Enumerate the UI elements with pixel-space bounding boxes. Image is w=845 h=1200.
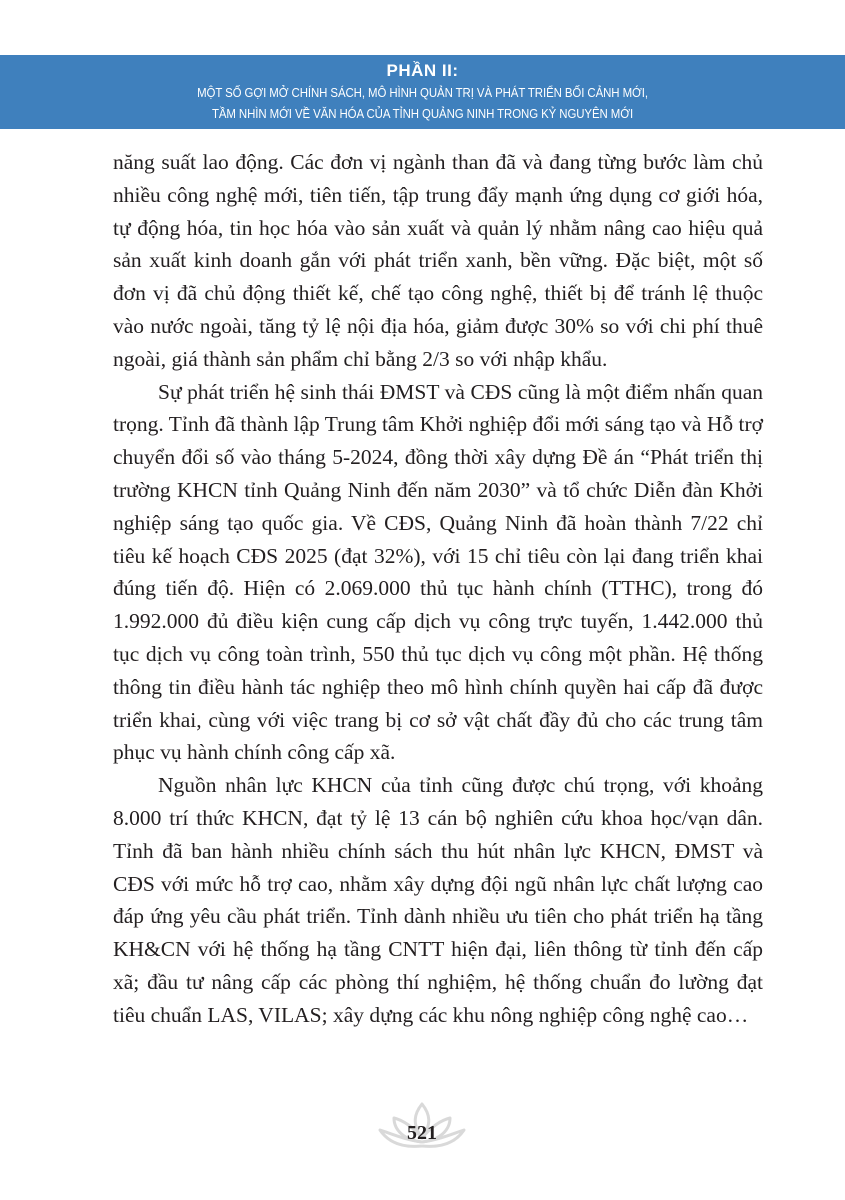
- page-footer: [372, 1100, 472, 1160]
- section-header-band: [0, 55, 845, 129]
- paragraph-1: năng suất lao động. Các đơn vị ngành than đã và đang từng bước làm chủ nhiều công nghệ mới, tiên tiến, tập trung đẩy mạnh ứng dụng cơ giới hóa, tự động hóa, tin học hóa vào sản xuất và quản lý nhằm nâng cao hiệu quả sản xuất kinh doanh gắn với phát triển xanh, bền vững. Đặc biệt, một số đơn vị đã chủ động thiết kế, chế tạo công nghệ, thiết bị để tránh lệ thuộc vào nước ngoài, tăng tỷ lệ nội địa hóa, giảm được 30% so với chi phí thuê ngoài, giá thành sản phẩm chỉ bằng 2/3 so với nhập khẩu.: [113, 150, 763, 371]
- paragraph-2: Sự phát triển hệ sinh thái ĐMST và CĐS cũng là một điểm nhấn quan trọng. Tỉnh đã thành lập Trung tâm Khởi nghiệp đổi mới sáng tạo và Hỗ trợ chuyển đổi số vào tháng 5-2024, đồng thời xây dựng Đề án “Phát triển thị trường KHCN tỉnh Quảng Ninh đến năm 2030” và tổ chức Diễn đàn Khởi nghiệp sáng tạo quốc gia. Về CĐS, Quảng Ninh đã hoàn thành 7/22 chỉ tiêu kế hoạch CĐS 2025 (đạt 32%), với 15 chỉ tiêu còn lại đang triển khai đúng tiến độ. Hiện có 2.069.000 thủ tục hành chính (TTHC), trong đó 1.992.000 đủ điều kiện cung cấp dịch vụ công trực tuyến, 1.442.000 thủ tục dịch vụ công toàn trình, 550 thủ tục dịch vụ công một phần. Hệ thống thông tin điều hành tác nghiệp theo mô hình chính quyền hai cấp đã được triển khai, cùng với việc trang bị cơ sở vật chất đầy đủ cho các trung tâm phục vụ hành chính công cấp xã.: [113, 379, 763, 765]
- part-title: PHẦN II:: [386, 61, 459, 80]
- section-subtitle-line-1: MỘT SỐ GỢI MỞ CHÍNH SÁCH, MÔ HÌNH QUẢN TRỊ VÀ PHÁT TRIỂN BỐI CẢNH MỚI,: [197, 85, 648, 100]
- paragraph-3: Nguồn nhân lực KHCN của tỉnh cũng được chú trọng, với khoảng 8.000 trí thức KHCN, đạt tỷ lệ 13 cán bộ nghiên cứu khoa học/vạn dân. Tỉnh đã ban hành nhiều chính sách thu hút nhân lực KHCN, ĐMST và CĐS với mức hỗ trợ cao, nhằm xây dựng đội ngũ nhân lực chất lượng cao đáp ứng yêu cầu phát triển. Tỉnh dành nhiều ưu tiên cho phát triển hạ tầng KH&CN với hệ thống hạ tầng CNTT hiện đại, liên thông từ tỉnh đến cấp xã; đầu tư nâng cấp các phòng thí nghiệm, hệ thống chuẩn đo lường đạt tiêu chuẩn LAS, VILAS; xây dựng các khu nông nghiệp công nghệ cao…: [113, 773, 763, 1027]
- section-subtitle-line-2: TẦM NHÌN MỚI VỀ VĂN HÓA CỦA TỈNH QUẢNG NINH TRONG KỶ NGUYÊN MỚI: [211, 106, 634, 121]
- page-number: 521: [407, 1122, 437, 1144]
- body-text: [113, 146, 763, 1032]
